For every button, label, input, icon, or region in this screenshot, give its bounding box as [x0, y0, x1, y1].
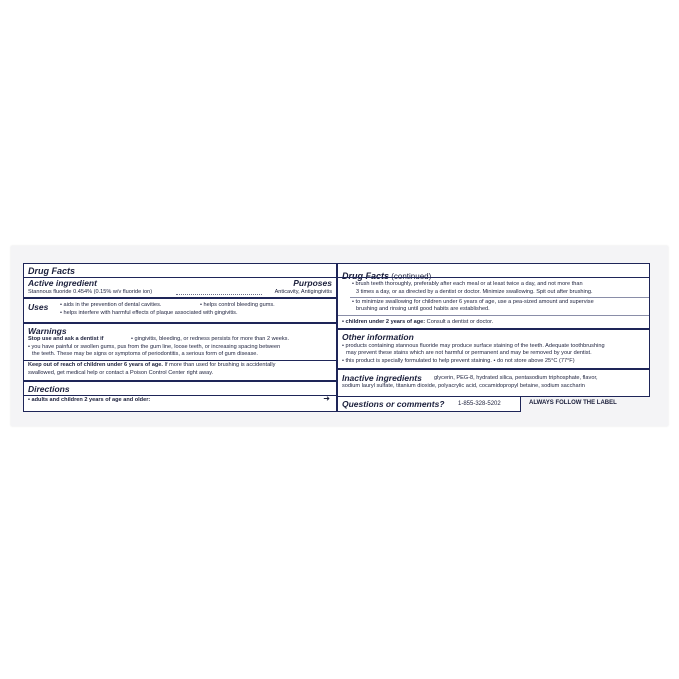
divider: [24, 380, 336, 382]
divider: [338, 368, 649, 370]
active-ingredient-heading: Active ingredient: [28, 278, 97, 288]
purposes-text: Anticavity, Antigingivitis: [274, 289, 332, 295]
stop-use-label: Stop use and ask a dentist if: [28, 336, 104, 342]
other-info-text: may prevent these stains which are not harmful or permanent and may be removed by your dentist.: [346, 350, 592, 356]
keep-out-text: swallowed, get medical help or contact a Poison Control Center right away.: [28, 370, 214, 376]
questions-heading: Questions or comments?: [342, 399, 445, 409]
other-info-text: • products containing stannous fluoride may produce surface staining of the teeth. Adequate toothbrushing: [342, 343, 605, 349]
divider: [24, 297, 336, 299]
divider: [24, 395, 336, 396]
leader-dots: [176, 294, 262, 295]
warning-text: the teeth. These may be signs or symptoms of periodontitis, a serious form of gum disease.: [32, 351, 258, 357]
other-information-heading: Other information: [342, 332, 414, 342]
drug-facts-title: Drug Facts: [28, 266, 76, 276]
children-bold: • children under 2 years of age:: [342, 319, 426, 325]
drug-facts-left-panel: [23, 263, 337, 412]
questions-box: [337, 396, 521, 412]
warning-text: • you have painful or swollen gums, pus from the gum line, loose teeth, or increasing spacing between: [28, 344, 281, 350]
directions-text: brushing and rinsing until good habits are established.: [356, 306, 490, 312]
active-ingredient-text: Stannous fluoride 0.454% (0.15% w/v fluoride ion): [28, 289, 153, 295]
drug-facts-title: Drug Facts: [342, 271, 390, 281]
uses-heading: Uses: [28, 302, 49, 312]
warnings-heading: Warnings: [28, 326, 67, 336]
directions-heading: Directions: [28, 384, 70, 394]
uses-item: • helps interfere with harmful effects of plaque associated with gingivitis.: [60, 310, 238, 316]
children-rest: Consult a dentist or doctor.: [425, 319, 494, 325]
always-follow-label: ALWAYS FOLLOW THE LABEL: [529, 400, 617, 406]
directions-text: • to minimize swallowing for children under 6 years of age, use a pea-sized amount and supervise: [352, 299, 594, 305]
divider: [338, 315, 649, 316]
directions-text: 3 times a day, or as directed by a dentist or doctor. Minimize swallowing. Spit out after brushing.: [356, 289, 593, 295]
directions-text: • adults and children 2 years of age and older:: [28, 397, 151, 403]
inactive-ingredients-heading: Inactive ingredients: [342, 373, 422, 383]
phone-number: 1-855-328-5202: [458, 401, 501, 407]
drug-facts-right-panel: [337, 263, 650, 397]
inactive-ingredients-text: glycerin, PEG-8, hydrated silica, pentasodium triphosphate, flavor,: [434, 375, 598, 381]
children-text: [342, 319, 493, 326]
uses-item: • aids in the prevention of dental cavities.: [60, 302, 162, 308]
keep-out-text: [28, 362, 275, 369]
divider: [24, 322, 336, 324]
inactive-ingredients-text: sodium lauryl sulfate, titanium dioxide, polyacrylic acid, cocamidopropyl betaine, sodium saccharin: [342, 383, 585, 389]
divider: [338, 277, 649, 278]
divider: [338, 328, 649, 330]
continued-label: (continued): [389, 272, 432, 281]
warning-text: • gingivitis, bleeding, or redness persists for more than 2 weeks.: [131, 336, 290, 342]
uses-item: • helps control bleeding gums.: [200, 302, 275, 308]
continue-arrow-icon: ➜: [323, 394, 330, 403]
directions-text: • brush teeth thoroughly, preferably after each meal or at least twice a day, and not more than: [352, 281, 583, 287]
other-info-text: • this product is specially formulated to help prevent staining. • do not store above 25°C (77°F): [342, 358, 575, 364]
keep-out-rest: If more than used for brushing is accidentally: [162, 362, 276, 368]
divider: [350, 297, 649, 298]
keep-out-bold: Keep out of reach of children under 6 years of age.: [28, 362, 163, 368]
purposes-heading: Purposes: [293, 278, 332, 288]
divider: [24, 360, 336, 361]
